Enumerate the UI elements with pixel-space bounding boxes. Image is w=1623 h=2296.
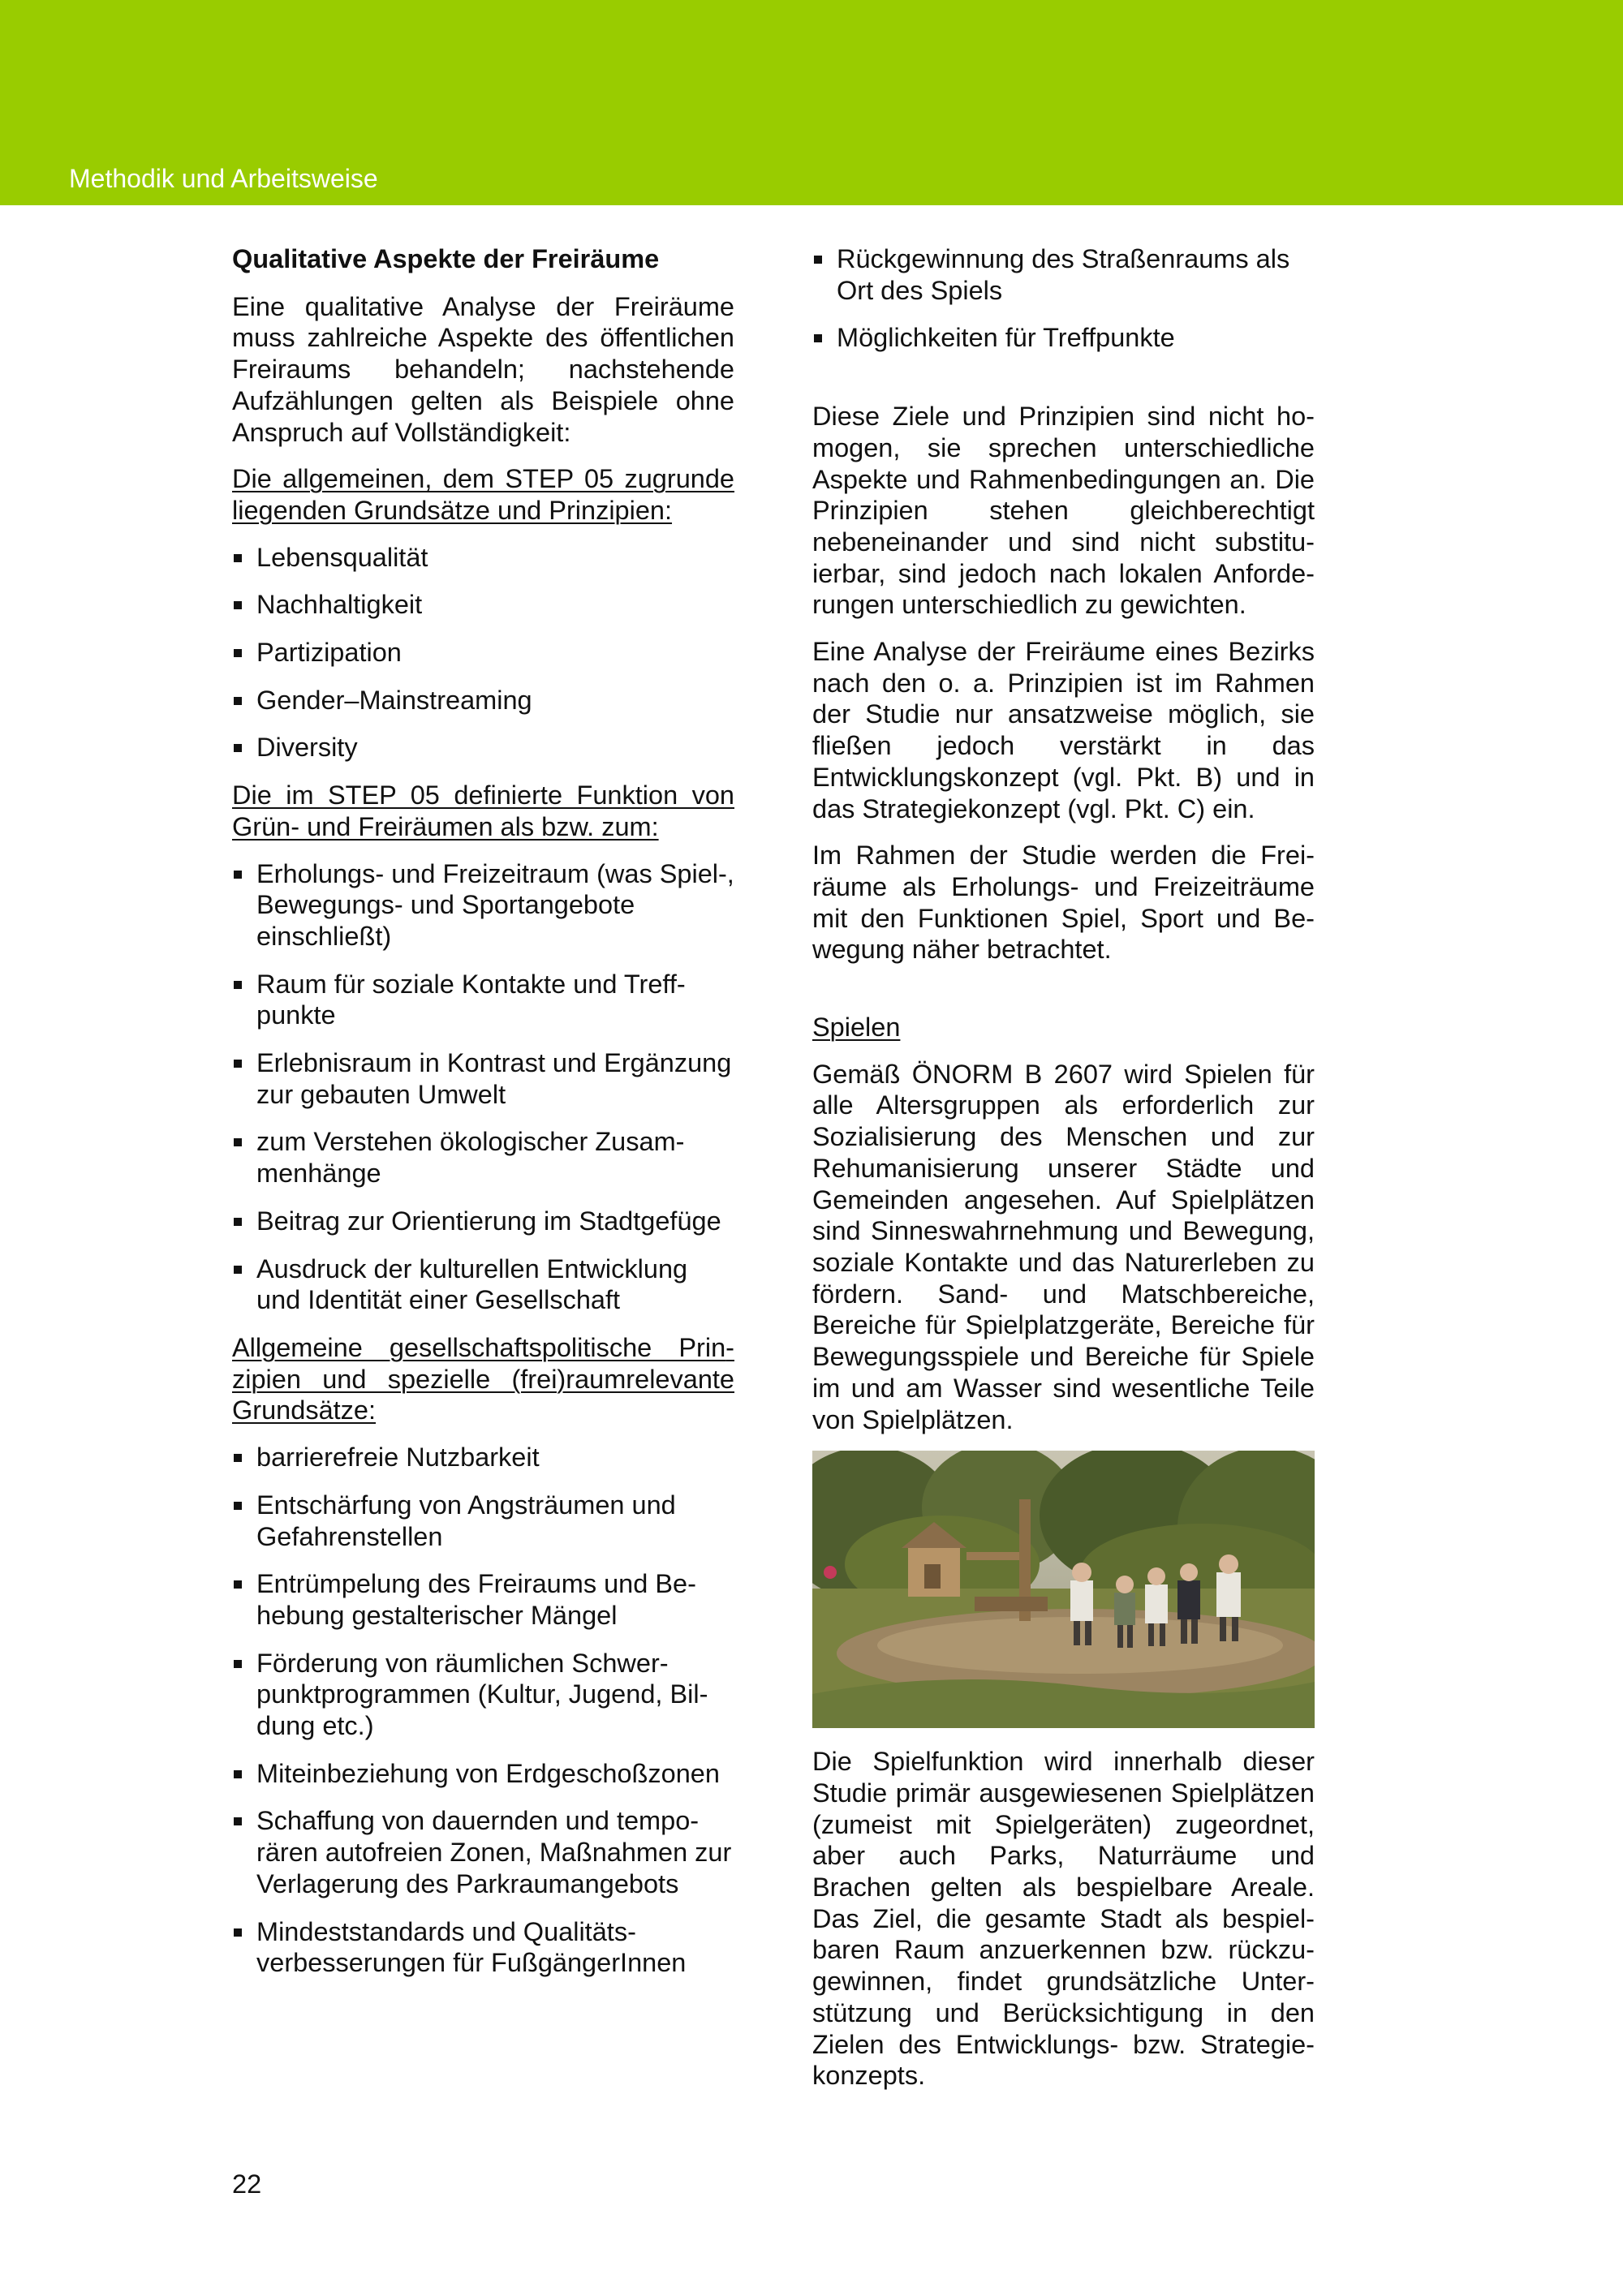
right-column [812,243,1315,2107]
policy-list [232,1442,734,1979]
paragraph-analysis: Eine Analyse der Freiräume eines Bezirks nach den o. a. Prinzipien ist im Rahmen der Studie nur ansatzweise möglich, sie fließen jedoch verstärkt in das Entwicklungskonzept (vgl. Pkt. B) und in das Strategiekonzept (vgl. Pkt. C) ein. [812,637,1315,823]
page-number: 22 [232,2169,262,2199]
list-item: Nachhaltigkeit [232,589,734,621]
spacer [812,370,1315,401]
left-column [232,243,734,1995]
list-item: Partizipation [232,637,734,669]
subheading-principles: Die allgemeinen, dem STEP 05 zugrunde liegenden Grundsätze und Prinzipien: [232,464,734,525]
list-item: Beitrag zur Orientierung im Stadtgefüge [232,1206,734,1237]
paragraph-scope: Im Rahmen der Studie werden die Freiräume als Erholungs- und Freizeiträume mit den Funktionen Spiel, Sport und Bewegung näher betrachtet. [812,841,1315,965]
subheading-functions: Die im STEP 05 definierte Funktion von Grün- und Freiräumen als bzw. zum: [232,780,734,841]
list-item: barrierefreie Nutzbarkeit [232,1442,734,1473]
intro-paragraph: Eine qualitative Analyse der Freiräume muss zahlreiche Aspekte des öffentlichen Freiraums behandeln; nachstehende Aufzählungen gelten als Beispiele ohne Anspruch auf Vollständigkeit: [232,291,734,447]
paragraph-play-function: Die Spielfunktion wird innerhalb dieser Studie primär ausgewiesenen Spielplätzen (zumeist mit Spielgeräten) zugeordnet, aber auch Parks, Naturräume und Brachen gelten als bespielbare Areale. Das Ziel, die gesamte Stadt als bespielbaren Raum anzuerkennen bzw. rückzugewinnen, findet grundsätzliche Unterstützung und Berücksichtigung in den Zielen des Entwicklungs- bzw. Strategiekonzepts. [812,1747,1315,2091]
list-item: Erholungs- und Freizeitraum (was Spiel-, Bewegungs- und Sportangebote einschließt) [232,858,734,952]
paragraph-oenorm: Gemäß ÖNORM B 2607 wird Spielen für alle Altersgruppen als erforderlich zur Sozialisierung des Menschen und zur Rehumanisierung unserer Städte und Gemeinden angesehen. Auf Spielplätzen sind Sinneswahrnehmung und Bewegung, soziale Kontakte und das Naturerleben zu fördern. Sand- und Matschbereiche, Bereiche für Spielplatzgeräte, Bereiche für Bewegungsspiele und Bereiche für Spiele im und am Wasser sind wesentliche Teile von Spielplätzen. [812,1059,1315,1434]
list-item: Mindeststandards und Qualitätsverbesserungen für FußgängerInnen [232,1916,734,1979]
list-item: Schaffung von dauernden und temporären autofreien Zonen, Maßnahmen zur Verlagerung des Parkraumangebots [232,1805,734,1899]
list-item: Erlebnisraum in Kontrast und Ergänzung zur gebauten Umwelt [232,1047,734,1110]
list-item: zum Verstehen ökologischer Zusammenhänge [232,1126,734,1189]
list-item: Miteinbeziehung von Erdgeschoßzonen [232,1758,734,1790]
spacer [812,981,1315,1012]
playground-photo [812,1451,1315,1728]
list-item: Ausdruck der kulturellen Entwicklung und Identität einer Gesellschaft [232,1253,734,1316]
header-band [0,0,1623,205]
functions-list [232,858,734,1316]
list-item: Möglichkeiten für Treffpunkte [812,322,1315,354]
list-item: Rückgewinnung des Straßenraums als Ort des Spiels [812,243,1315,306]
principles-list [232,542,734,764]
page-heading: Qualitative Aspekte der Freiräume [232,244,660,273]
policy-list-continued [812,243,1315,354]
list-item: Gender–Mainstreaming [232,685,734,716]
list-item: Raum für soziale Kontakte und Treffpunkte [232,969,734,1031]
paragraph-goals: Diese Ziele und Prinzipien sind nicht homogen, sie sprechen unterschiedliche Aspekte und Rahmenbedingungen an. Die Prinzipien stehen gleichberechtigt nebeneinander und sind nicht substituierbar, sind jedoch nach lokalen Anforderungen unterschiedlich zu gewichten. [812,402,1315,620]
list-item: Lebensqualität [232,542,734,574]
list-item: Diversity [232,732,734,763]
list-item: Entrümpelung des Freiraums und Behebung gestalterischer Mängel [232,1568,734,1631]
section-title: Methodik und Arbeitsweise [69,164,378,193]
list-item: Förderung von räumlichen Schwerpunktprogrammen (Kultur, Jugend, Bildung etc.) [232,1648,734,1742]
list-item: Entschärfung von Angsträumen und Gefahrenstellen [232,1490,734,1552]
subheading-policy: Allgemeine gesellschaftspolitische Prinzipien und spezielle (frei)raumrelevante Grundsätze: [232,1332,734,1425]
subheading-spielen: Spielen [812,1013,901,1043]
